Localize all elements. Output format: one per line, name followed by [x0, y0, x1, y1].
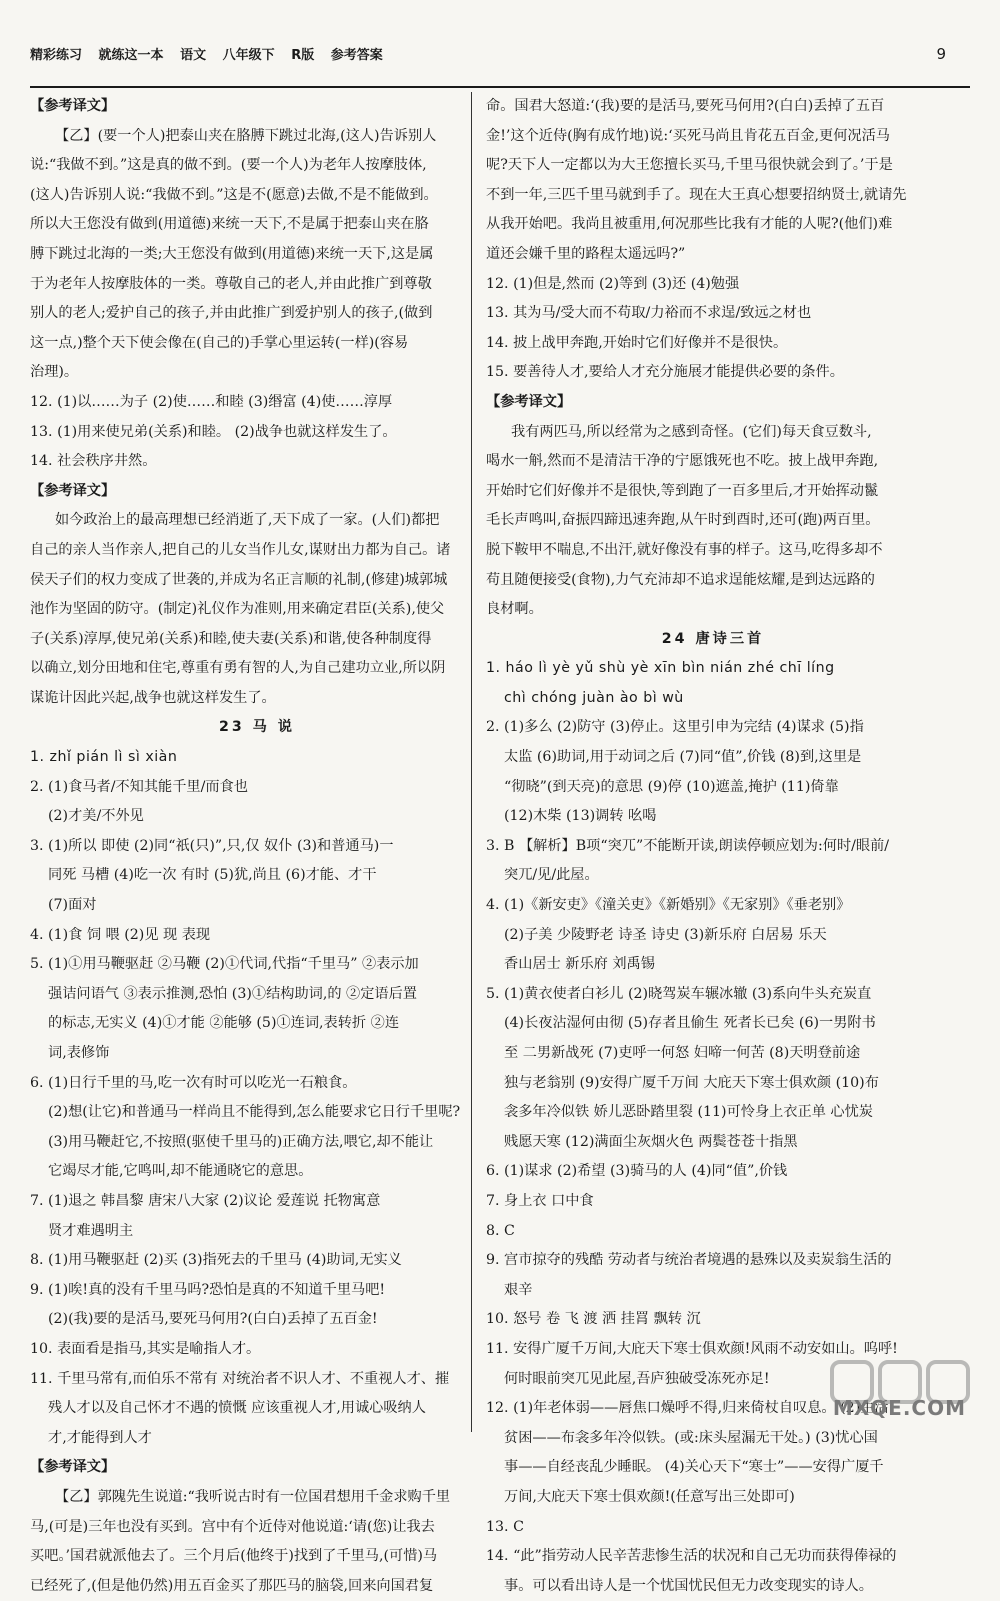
text-line: 所以大王您没有做到(用道德)来统一天下,不是属于把泰山夹在胳 [30, 216, 429, 233]
text-line: 于为老年人按摩肢体的一类。尊敬自己的老人,并由此推广到尊敬 [30, 275, 432, 292]
text-line: 至 二男新战死 (7)吏呼一何怒 妇啼一何苦 (8)天明登前途 [504, 1045, 861, 1061]
text-line: 6. (1)谋求 (2)希望 (3)骑马的人 (4)同“值”,价钱 [486, 1163, 788, 1180]
text-line: 万间,大庇天下寒士俱欢颜!(任意写出三处即可) [504, 1488, 795, 1505]
text-line: 何时眼前突兀见此屋,吾庐独破受冻死亦足! [504, 1370, 770, 1387]
text-line: 以确立,划分田地和住宅,尊重有勇有智的人,为自己建功立业,所以阴 [30, 660, 446, 677]
text-line: (7)面对 [48, 897, 97, 914]
text-line: 命。国君大怒道:‘(我)要的是活马,要死马何用?(白白)丢掉了五百 [486, 98, 885, 114]
text-line: 8. C [486, 1222, 515, 1239]
header-item: 参考答案 [330, 48, 383, 63]
text-line: 14. “此”指劳动人民辛苦悲惨生活的状况和自己无功而获得俸禄的 [486, 1548, 897, 1565]
header-item: 就练这一本 [98, 48, 164, 63]
text-line: 贫困——布衾多年冷似铁。(或:床头屋漏无干处。) (3)忧心国 [504, 1429, 878, 1446]
text-line: 独与老翁别 (9)安得广厦千万间 大庇天下寒士俱欢颜 (10)布 [504, 1074, 879, 1091]
text-line: 衾多年冷似铁 娇儿恶卧踏里裂 (11)可怜身上衣正单 心忧炭 [504, 1104, 873, 1121]
text-line: 同死 马槽 (4)吃一次 有时 (5)犹,尚且 (6)才能、才干 [48, 867, 377, 884]
text-line: 说:“我做不到。”这是真的做不到。(要一个人)为老年人按摩肢体, [30, 157, 427, 174]
text-line: 贱愿天寒 (12)满面尘灰烟火色 两鬓苍苍十指黑 [504, 1133, 798, 1150]
text-line: 我有两匹马,所以经常为之感到奇怪。(它们)每天食豆数斗, [511, 423, 872, 440]
left-column [30, 92, 484, 1601]
text-line: 5. (1)黄衣使者白衫儿 (2)晓驾炭车辗冰辙 (3)系向牛头充炭直 [486, 985, 872, 1002]
text-line: 的标志,无实义 (4)①才能 ②能够 (5)①连词,表转折 ②连 [48, 1015, 400, 1032]
running-header [30, 46, 395, 66]
text-line: 膊下跳过北海的一类;大王您没有做到(用道德)来统一天下,这是属 [30, 245, 434, 262]
text-line: 子(关系)淳厚,使兄弟(关系)和睦,使夫妻(关系)和谐,使各种制度得 [30, 630, 432, 647]
text-line: “彻晓”(到天亮)的意思 (9)停 (10)遮盖,掩护 (11)倚靠 [504, 778, 839, 795]
text-line: 14. 披上战甲奔跑,开始时它们好像并不是很快。 [486, 334, 788, 351]
text-line: 7. (1)退之 韩昌黎 唐宋八大家 (2)议论 爱莲说 托物寓意 [30, 1192, 381, 1209]
text-line: 别人的老人;爱护自己的孩子,并由此推广到爱护别人的孩子,(做到 [30, 305, 433, 322]
text-line: 24 唐诗三首 [661, 630, 765, 647]
text-line: 8. (1)用马鞭驱赶 (2)买 (3)指死去的千里马 (4)助词,无实义 [30, 1252, 402, 1269]
text-line: 道还会嫌千里的路程太遥远吗?” [486, 245, 686, 262]
text-line: 金!’这个近侍(胸有成竹地)说:‘买死马尚且肯花五百金,更何况活马 [486, 127, 890, 144]
text-line: 这一点,)整个天下使会像在(自己的)手掌心里运转(一样)(容易 [30, 334, 409, 351]
text-line: 香山居士 新乐府 刘禹锡 [504, 956, 655, 973]
text-line: 苟且随便接受(食物),力气充沛却不追求逞能炫耀,是到达远路的 [486, 571, 875, 588]
text-line: 11. 千里马常有,而伯乐不常有 对统治者不识人才、不重视人才、摧 [30, 1370, 450, 1387]
text-line: 3. B 【解析】B项“突兀”不能断开读,朗读停顿应划为:何时/眼前/ [486, 837, 890, 854]
text-line: 喝水一斛,然而不是清洁干净的宁愿饿死也不吃。披上战甲奔跑, [486, 453, 879, 470]
text-line: 如今政治上的最高理想已经消逝了,天下成了一家。(人们)都把 [55, 512, 440, 529]
text-line: (12)木柴 (13)调转 吆喝 [504, 808, 657, 825]
header-item: 语文 [180, 48, 207, 63]
text-line: 太监 (6)助词,用于动词之后 (7)同“值”,价钱 (8)到,这里是 [504, 749, 862, 766]
text-line: 9. (1)唉!真的没有千里马吗?恐怕是真的不知道千里马吧! [30, 1281, 386, 1298]
text-line: 3. (1)所以 即使 (2)同“祇(只)”,只,仅 奴仆 (3)和普通马)一 [30, 837, 394, 854]
text-line: 残人才以及自己怀才不遇的愤慨 应该重视人才,用诚心吸纳人 [48, 1400, 426, 1417]
text-line: 才,才能得到人才 [48, 1429, 152, 1446]
header-item: R版 [291, 48, 315, 63]
text-line: 10. 表面看是指马,其实是喻指人才。 [30, 1340, 261, 1357]
text-line: 已经死了,(但是他仍然)用五百金买了那匹马的脑袋,回来向国君复 [30, 1577, 434, 1594]
text-line: 1. zhǐ pián lì sì xiàn [30, 749, 178, 766]
text-line: (这人)告诉别人说:“我做不到。”这是不(愿意)去做,不是不能做到。 [30, 186, 438, 203]
text-line: (2)想(让它)和普通马一样尚且不能得到,怎么能要求它日行千里呢? [48, 1104, 461, 1121]
text-line: 14. 社会秩序井然。 [30, 453, 157, 470]
text-line: 2. (1)食马者/不知其能千里/而食也 [30, 778, 248, 795]
text-line: 毛长声鸣叫,奋振四蹄迅速奔跑,从午时到酉时,还可(跑)两百里。 [486, 512, 880, 529]
text-line: 不到一年,三匹千里马就到手了。现在大王真心想要招纳贤士,就请先 [486, 186, 907, 203]
text-line: 15. 要善待人才,要给人才充分施展才能提供必要的条件。 [486, 364, 844, 381]
text-line: 9. 宫市掠夺的残酷 劳动者与统治者境遇的悬殊以及卖炭翁生活的 [486, 1252, 892, 1269]
page-number: 9 [936, 45, 946, 63]
text-line: 自己的亲人当作亲人,把自己的儿女当作儿女,谋财出力都为自己。诸 [30, 541, 451, 558]
text-line: 它竭尽才能,它鸣叫,却不能通晓它的意思。 [48, 1163, 313, 1180]
text-line: 强诘问语气 ③表示推测,恐怕 (3)①结构助词,的 ②定语后置 [48, 985, 417, 1002]
text-line: 7. 身上衣 口中食 [486, 1192, 594, 1209]
text-line: 12. (1)但是,然而 (2)等到 (3)还 (4)勉强 [486, 275, 740, 292]
text-line: 买吧。’国君就派他去了。三个月后(他终于)找到了千里马,(可惜)马 [30, 1548, 438, 1565]
text-line: 【乙】郭隗先生说道:“我听说古时有一位国君想用千金求购千里 [55, 1488, 451, 1505]
text-line: 侯天子们的权力变成了世袭的,并成为名正言顺的礼制,(修建)城郭城 [30, 571, 448, 588]
text-line: 【参考译文】 [30, 98, 116, 114]
text-line: (2)(我)要的是活马,要死马何用?(白白)丢掉了五百金! [48, 1311, 378, 1328]
text-line: (4)长夜沾湿何由彻 (5)存者且偷生 死者长已矣 (6)一男附书 [504, 1015, 876, 1032]
header-rule [30, 86, 970, 88]
text-line: 4. (1)食 饲 喂 (2)见 现 表现 [30, 926, 211, 943]
text-line: 4. (1)《新安吏》《潼关吏》《新婚别》《无家别》《垂老别》 [486, 897, 851, 914]
text-line: (2)子美 少陵野老 诗圣 诗史 (3)新乐府 白居易 乐天 [504, 926, 827, 943]
text-line: 突兀/见/此屋。 [504, 867, 599, 884]
text-line: 开始时它们好像并不是很快,等到跑了一百多里后,才开始挥动鬣 [486, 482, 879, 499]
watermark-text: MXQE.COM [832, 1396, 966, 1421]
text-line: 12. (1)年老体弱——唇焦口燥呼不得,归来倚杖自叹息。 (2)生活 [486, 1400, 889, 1417]
text-line: 呢?天下人一定都以为大王您擅长买马,千里马很快就会到了。’于是 [486, 157, 893, 174]
text-line: 23 马 说 [219, 719, 295, 736]
text-line: 谋诡计因此兴起,战争也就这样发生了。 [30, 689, 276, 706]
text-line: 【参考译文】 [30, 1459, 116, 1476]
text-line: 12. (1)以……为子 (2)使……和睦 (3)缗富 (4)使……淳厚 [30, 393, 393, 410]
text-line: 13. (1)用来使兄弟(关系)和睦。 (2)战争也就这样发生了。 [30, 423, 397, 440]
text-line: 13. C [486, 1518, 524, 1535]
text-line: 10. 怒号 卷 飞 渡 洒 挂罥 飘转 沉 [486, 1311, 701, 1328]
text-line: 11. 安得广厦千万间,大庇天下寒士俱欢颜!风雨不动安如山。呜呼! [486, 1340, 898, 1357]
text-line: 艰辛 [504, 1281, 533, 1298]
text-line: 事。可以看出诗人是一个忧国忧民但无力改变现实的诗人。 [504, 1577, 873, 1594]
text-line: chì chóng juàn ào bì wù [504, 689, 684, 706]
text-line: 马,(可是)三年也没有买到。宫中有个近侍对他说道:‘请(您)让我去 [30, 1518, 435, 1535]
text-line: 事——自经丧乱少睡眠。 (4)关心天下“寒士”——安得广厦千 [504, 1459, 884, 1476]
text-line: 【参考译文】 [486, 393, 572, 410]
text-line: 2. (1)多么 (2)防守 (3)停止。这里引申为完结 (4)谋求 (5)指 [486, 719, 864, 736]
column-divider [471, 92, 472, 1432]
text-line: 6. (1)日行千里的马,吃一次有时可以吃光一石粮食。 [30, 1074, 357, 1091]
text-line: 【参考译文】 [30, 482, 116, 499]
header-item: 八年级下 [222, 48, 275, 63]
text-line: 词,表修饰 [48, 1045, 110, 1061]
text-line: 1. háo lì yè yǔ shù yè xīn bìn nián zhé chī líng [486, 660, 835, 677]
text-line: (2)才美/不外见 [48, 808, 144, 825]
text-line: 贤才难遇明主 [48, 1222, 134, 1239]
header-item: 精彩练习 [30, 48, 83, 63]
text-line: 从我开始吧。我尚且被重用,何况那些比我有才能的人呢?(他们)难 [486, 216, 893, 233]
text-line: 池作为坚固的防守。(制定)礼仪作为准则,用来确定君臣(关系),使父 [30, 601, 445, 618]
text-line: 良材啊。 [486, 601, 543, 618]
text-line: (3)用马鞭赶它,不按照(驱使千里马的)正确方法,喂它,却不能让 [48, 1133, 434, 1150]
text-line: 脱下鞍甲不喘息,不出汗,就好像没有事的样子。这马,吃得多却不 [486, 541, 883, 558]
text-line: 5. (1)①用马鞭驱赶 ②马鞭 (2)①代词,代指“千里马” ②表示加 [30, 956, 419, 973]
text-line: 治理)。 [30, 364, 79, 381]
text-line: 13. 其为马/受大而不苟取/力裕而不求逞/致远之材也 [486, 305, 812, 322]
text-line: 【乙】(要一个人)把泰山夹在胳膊下跳过北海,(这人)告诉别人 [55, 127, 437, 144]
